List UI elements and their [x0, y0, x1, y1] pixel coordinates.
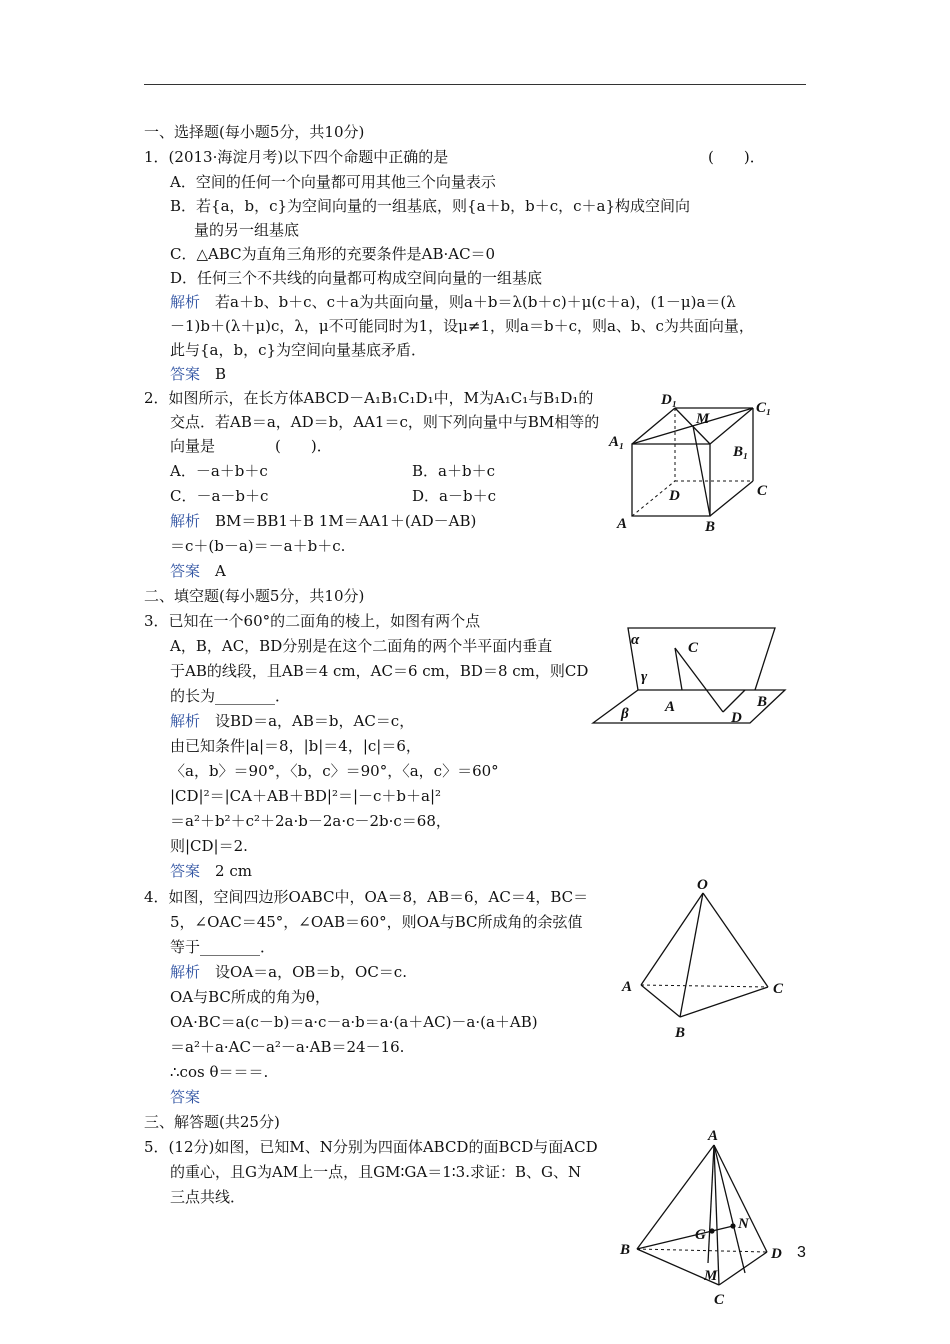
q4-solution-text-1: 设OA＝a，OB＝b，OC＝c. [215, 963, 407, 981]
q5-stem-1: 5．(12分)如图，已知M、N分别为四面体ABCD的面BCD与面ACD [144, 1138, 598, 1156]
q1-option-b: B．若{a，b，c}为空间向量的一组基底，则{a＋b，b＋c，c＋a}构成空间向 [170, 197, 691, 215]
edge-b-c [680, 987, 768, 1017]
q1-option-b-cont: 量的另一组基底 [194, 221, 300, 239]
edge-o-b [680, 893, 703, 1017]
q2-answer [170, 561, 226, 581]
label-b1: B₁ [733, 444, 749, 460]
q3-stem-3: 于AB的线段，且AB＝4 cm，AC＝6 cm，BD＝8 cm，则CD [170, 662, 589, 680]
q1-solution-line-3: 此与{a，b，c}为空间向量基底矛盾． [170, 341, 427, 359]
q2-stem-3: 向量是 ( )． [170, 437, 332, 455]
q3-answer-value: 2 cm [215, 862, 252, 880]
label-d: D [669, 488, 680, 504]
q1-answer-value: B [215, 365, 227, 383]
label-beta: β [621, 706, 629, 722]
hidden-edge-b-d [637, 1249, 767, 1252]
q1-answer-paren: ( )． [708, 148, 765, 166]
label-a1: A₁ [609, 434, 625, 450]
point-g [709, 1228, 714, 1233]
label-b: B [620, 1242, 631, 1258]
label-g: G [695, 1227, 706, 1243]
section-2-header: 二、填空题(每小题5分，共10分) [144, 587, 365, 605]
edge-c-b [710, 481, 753, 516]
q2-stem-1: 2．如图所示，在长方体ABCD－A₁B₁C₁D₁中，M为A₁C₁与B₁D₁的 [144, 389, 594, 407]
q5-stem-2: 的重心，且G为AM上一点，且GM∶GA＝1∶3.求证：B、G、N [170, 1163, 582, 1181]
label-d1: D₁ [661, 392, 678, 408]
q3-solution-line-5: ＝a²＋b²＋c²＋2a·b－2a·c－2b·c＝68， [170, 812, 451, 830]
label-b: B [675, 1025, 686, 1041]
q1-solution-text-1: 若a＋b、b＋c、c＋a为共面向量，则a＋b＝λ(b＋c)＋μ(c＋a)，(1－μ)a＝(λ [215, 293, 736, 311]
q5-stem-3: 三点共线． [170, 1188, 246, 1206]
q4-solution-line-5: ∴cos θ＝＝＝. [170, 1063, 269, 1081]
label-c: C [714, 1292, 725, 1308]
figure-dihedral-angle [585, 620, 795, 730]
segment-b-m [693, 426, 710, 516]
half-plane-alpha [628, 628, 775, 690]
q1-stem: 1．(2013·海淀月考)以下四个命题中正确的是 [144, 148, 449, 166]
label-alpha: α [631, 632, 640, 648]
segment-d-b [723, 690, 745, 712]
q3-stem-1: 3．已知在一个60°的二面角的棱上，如图有两个点 [144, 612, 481, 630]
q1-answer [170, 364, 226, 384]
edge-o-c [703, 893, 768, 987]
label-d: D [731, 710, 742, 726]
page-number: 3 [797, 1244, 806, 1261]
label-d: D [771, 1246, 782, 1262]
q3-solution-line-3: 〈a，b〉＝90°，〈b，c〉＝90°，〈a，c〉＝60° [170, 762, 499, 780]
label-b: B [705, 519, 716, 535]
solution-label: 解析 [170, 512, 201, 530]
label-c: C [688, 640, 699, 656]
label-gamma: γ [641, 669, 648, 685]
q1-option-a: A．空间的任何一个向量都可用其他三个向量表示 [170, 173, 496, 191]
q1-solution-line-1 [170, 292, 736, 312]
label-b: B [757, 694, 768, 710]
label-m: M [696, 411, 710, 427]
q1-solution-line-2: －1)b＋(λ＋μ)c，λ，μ不可能同时为1，设μ≠1，则a＝b＋c，则a、b、c为共面向量， [170, 317, 754, 335]
label-a: A [708, 1128, 719, 1144]
edge-a-b [641, 985, 680, 1017]
q3-answer [170, 861, 252, 881]
answer-label: 答案 [170, 862, 201, 880]
q2-solution-line-1 [170, 511, 476, 531]
q2-option-a: A．－a＋b＋c [170, 462, 268, 480]
figure-tetrahedron-oabc [615, 875, 795, 1045]
q2-option-b: B．a＋b＋c [412, 462, 495, 480]
q2-option-d: D．a－b＋c [412, 487, 496, 505]
segment-c-d [675, 648, 723, 712]
point-n [730, 1223, 735, 1228]
header-rule [144, 84, 806, 85]
edge-a-c [714, 1145, 719, 1285]
q2-answer-value: A [215, 562, 226, 580]
segment-a-m [708, 1145, 714, 1263]
q3-solution-line-2: 由已知条件|a|＝8，|b|＝4，|c|＝6， [170, 737, 421, 755]
label-n: N [738, 1216, 749, 1232]
q3-stem-4: 的长为________． [170, 687, 291, 705]
label-c: C [773, 981, 784, 997]
q2-solution-line-2: ＝c＋(b－a)＝－a＋b＋c. [170, 537, 346, 555]
q3-stem-2: A，B，AC，BD分别是在这个二面角的两个半平面内垂直 [170, 637, 553, 655]
solution-label: 解析 [170, 963, 201, 981]
label-m: M [704, 1268, 718, 1284]
q2-stem-2: 交点．若AB＝a，AD＝b，AA1＝c，则下列向量中与BM相等的 [170, 413, 600, 431]
label-a: A [622, 979, 633, 995]
q1-option-d: D．任何三个不共线的向量都可构成空间向量的一组基底 [170, 269, 543, 287]
answer-label: 答案 [170, 365, 201, 383]
solution-label: 解析 [170, 712, 201, 730]
label-o: O [697, 877, 708, 893]
segment-a-n-mid [714, 1145, 745, 1273]
edge-a1-d1 [632, 408, 675, 444]
q4-solution-line-4: ＝a²＋a·AC－a²－a·AB＝24－16. [170, 1038, 405, 1056]
label-c1: C₁ [756, 400, 772, 416]
q3-solution-text-1: 设BD＝a，AB＝b，AC＝c， [215, 712, 415, 730]
q2-solution-text-1: BM＝BB1＋B 1M＝AA1＋(AD－AB) [215, 512, 477, 530]
label-c: C [757, 483, 768, 499]
section-3-header: 三、解答题(共25分) [144, 1113, 280, 1131]
q3-solution-line-4: |CD|²＝|CA＋AB＋BD|²＝|－c＋b＋a|² [170, 787, 442, 805]
q4-answer [170, 1087, 200, 1107]
answer-label: 答案 [170, 1088, 201, 1106]
q4-stem-3: 等于________． [170, 938, 276, 956]
segment-a-c [675, 648, 682, 690]
q1-option-c: C．△ABC为直角三角形的充要条件是AB·AC＝0 [170, 245, 496, 263]
q3-solution-line-6: 则|CD|＝2. [170, 837, 248, 855]
edge-a-d [714, 1145, 767, 1252]
label-a: A [617, 516, 628, 532]
answer-label: 答案 [170, 562, 201, 580]
figure-tetrahedron-abcd [615, 1123, 795, 1313]
edge-c-d [719, 1252, 767, 1285]
q3-solution-line-1 [170, 711, 414, 731]
q4-solution-line-2: OA与BC所成的角为θ， [170, 988, 330, 1006]
q4-solution-line-1 [170, 962, 407, 982]
hidden-edge-a-c [641, 985, 768, 987]
figure-cuboid [605, 388, 785, 538]
solution-label: 解析 [170, 293, 201, 311]
label-a: A [665, 699, 676, 715]
edge-c1-b1 [710, 408, 753, 444]
q4-stem-1: 4．如图，空间四边形OABC中，OA＝8，AB＝6，AC＝4，BC＝ [144, 888, 589, 906]
section-1-header: 一、选择题(每小题5分，共10分) [144, 123, 365, 141]
q4-stem-2: 5，∠OAC＝45°，∠OAB＝60°，则OA与BC所成角的余弦值 [170, 913, 583, 931]
edge-o-a [641, 893, 703, 985]
q2-option-c: C．－a－b＋c [170, 487, 269, 505]
q4-solution-line-3: OA·BC＝a(c－b)＝a·c－a·b＝a·(a＋AC)－a·(a＋AB) [170, 1013, 538, 1031]
